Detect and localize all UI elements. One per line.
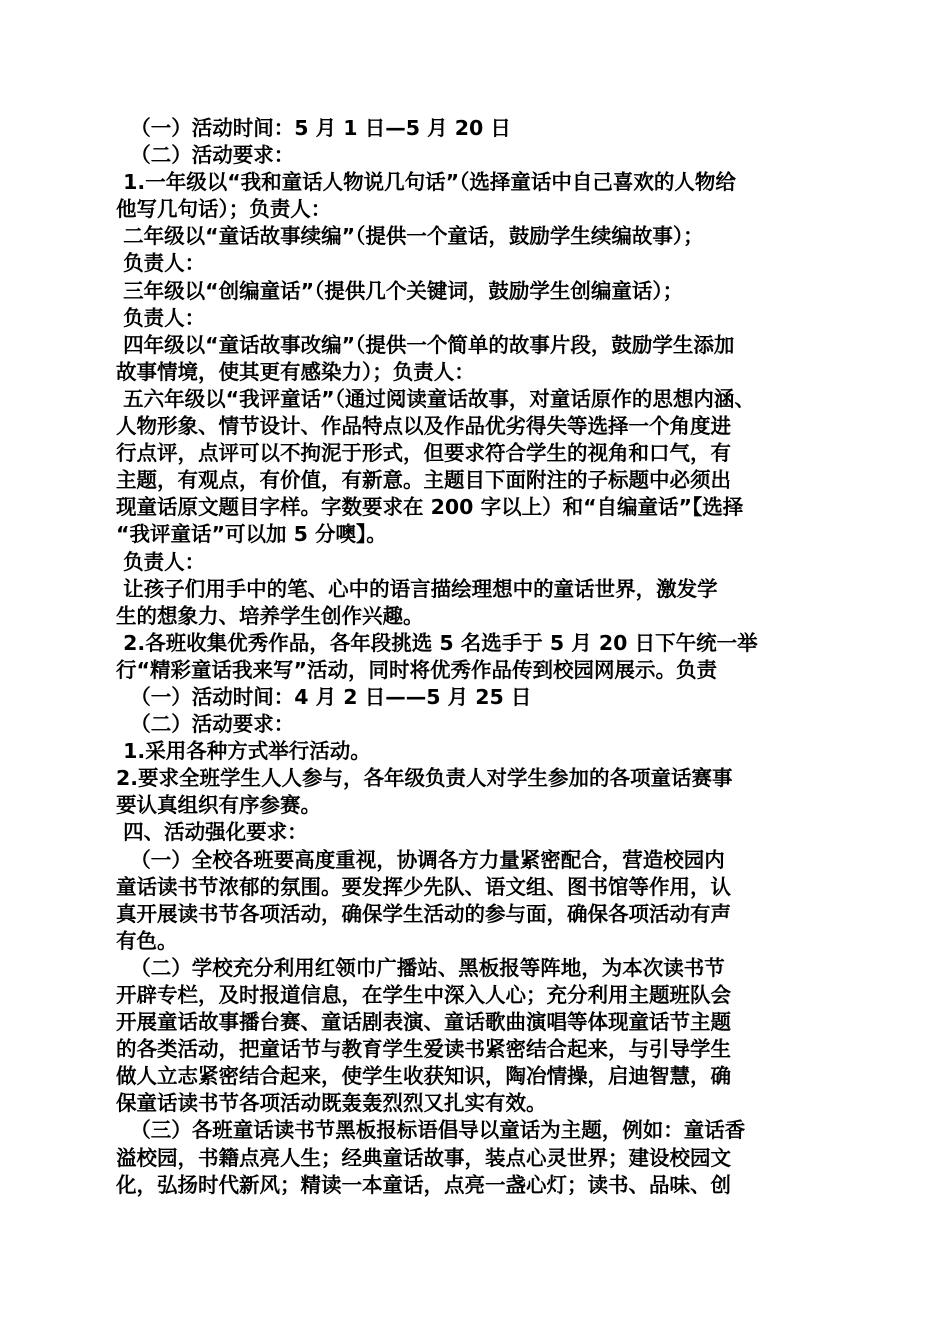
text-line: 负责人： <box>116 549 206 574</box>
text-line: 要认真组织有序参赛。 <box>116 793 321 818</box>
text-line: 故事情境，使其更有感染力）；负责人： <box>116 359 475 384</box>
text-line: 四年级以“童话故事改编”（提供一个简单的故事片段，鼓励学生添加 <box>116 332 735 357</box>
text-line: 五六年级以“我评童话”（通过阅读童话故事，对童话原作的思想内涵、 <box>116 386 755 411</box>
text-line: 现童话原文题目字样。字数要求在 200 字以上）和“自编童话”【选择 <box>116 495 744 520</box>
text-line: 人物形象、情节设计、作品特点以及作品优劣得失等选择一个角度进 <box>116 414 731 439</box>
text-line: 2.要求全班学生人人参与，各年级负责人对学生参加的各项童话赛事 <box>116 766 733 791</box>
text-line: 开展童话故事播台赛、童话剧表演、童话歌曲演唱等体现童话节主题 <box>116 1010 731 1035</box>
text-line: 开辟专栏，及时报道信息，在学生中深入人心；充分利用主题班队会 <box>116 983 731 1007</box>
text-line: “我评童话”可以加 5 分噢】。 <box>116 522 387 547</box>
text-line: 负责人： <box>116 251 206 276</box>
text-line: 他写几句话）；负责人： <box>116 197 332 222</box>
text-line: 有色。 <box>116 928 178 953</box>
text-line: 的各类活动，把童话节与教育学生爱读书紧密结合起来，与引导学生 <box>116 1037 731 1062</box>
text-line: （二）活动要求： <box>116 143 295 168</box>
text-line: （二）活动要求： <box>116 712 295 737</box>
text-line: （一）活动时间：4 月 2 日——5 月 25 日 <box>116 684 532 709</box>
text-line: 真开展读书节各项活动，确保学生活动的参与面，确保各项活动有声 <box>116 901 731 926</box>
text-line: 做人立志紧密结合起来，使学生收获知识，陶冶情操，启迪智慧，确 <box>116 1064 731 1089</box>
text-line: 负责人： <box>116 305 206 330</box>
document-body <box>116 115 840 1199</box>
text-line: 1.一年级以“我和童话人物说几句话”（选择童话中自己喜欢的人物给 <box>116 170 736 195</box>
text-line: 主题，有观点，有价值，有新意。主题目下面附注的子标题中必须出 <box>116 468 731 493</box>
text-line: 二年级以“童话故事续编”（提供一个童话，鼓励学生续编故事）； <box>116 224 704 249</box>
text-line: （二）学校充分利用红领巾广播站、黑板报等阵地，为本次读书节 <box>116 955 725 980</box>
text-line: （一）全校各班要高度重视，协调各方力量紧密配合，营造校园内 <box>116 847 725 872</box>
text-line: 三年级以“创编童话”（提供几个关键词，鼓励学生创编童话）； <box>116 278 684 303</box>
text-line: 保童话读书节各项活动既轰轰烈烈又扎实有效。 <box>116 1091 547 1116</box>
text-line: 化，弘扬时代新风；精读一本童话，点亮一盏心灯；读书、品味、创 <box>116 1172 731 1197</box>
text-line: 四、活动强化要求： <box>116 820 308 845</box>
text-line: 生的想象力、培养学生创作兴趣。 <box>116 603 424 628</box>
text-line: 让孩子们用手中的笔、心中的语言描绘理想中的童话世界，激发学 <box>116 576 718 601</box>
text-line: 行点评，点评可以不拘泥于形式，但要求符合学生的视角和口气，有 <box>116 441 731 466</box>
text-line: 1.采用各种方式举行活动。 <box>116 739 371 764</box>
text-line: （一）活动时间：5 月 1 日—5 月 20 日 <box>116 116 511 140</box>
text-line: 童话读书节浓郁的氛围。要发挥少先队、语文组、图书馆等作用，认 <box>116 874 731 899</box>
text-line: 行“精彩童话我来写”活动，同时将优秀作品传到校园网展示。负责 <box>116 657 717 682</box>
text-line: 溢校园，书籍点亮人生；经典童话故事，装点心灵世界；建设校园文 <box>116 1145 731 1170</box>
text-line: （三）各班童话读书节黑板报标语倡导以童话为主题，例如：童话香 <box>116 1118 746 1143</box>
text-line: 2.各班收集优秀作品，各年段挑选 5 名选手于 5 月 20 日下午统一举 <box>116 630 758 655</box>
